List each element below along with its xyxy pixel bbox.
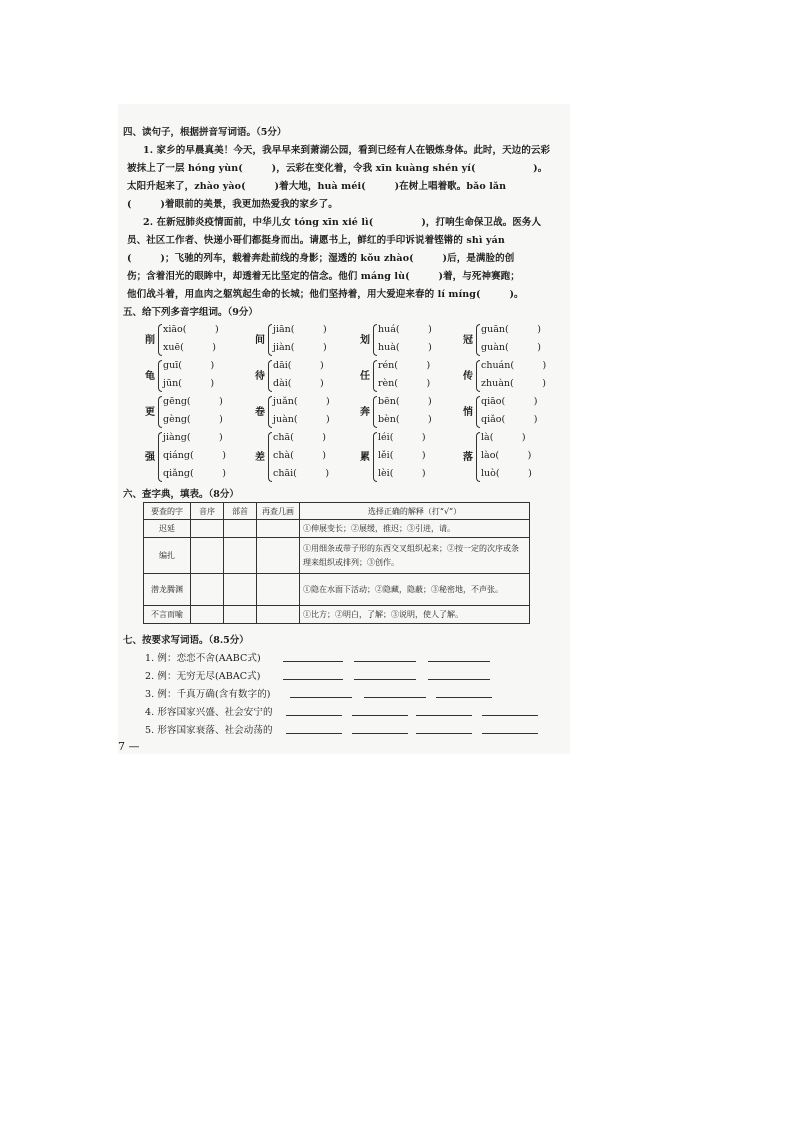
polyphonic-char: 龟 xyxy=(145,371,155,382)
polyphonic-char: 悄 xyxy=(463,407,473,418)
radical-cell[interactable] xyxy=(224,520,257,538)
polyphonic-char: 奔 xyxy=(360,407,370,418)
brace-mark xyxy=(158,360,162,392)
brace-mark xyxy=(373,432,377,482)
table-header-row xyxy=(144,503,530,520)
page-number: 7 — xyxy=(118,740,140,753)
reading-blank[interactable]: rén( ) xyxy=(378,360,431,371)
row-options: ①比方；②明白，了解；③说明，使人了解。 xyxy=(300,606,530,624)
s7-item-2: 2. 例：无穷无尽(ABAC式) xyxy=(145,671,261,682)
reading-blank[interactable]: là( ) xyxy=(481,432,526,443)
polyphonic-char: 传 xyxy=(463,371,473,382)
radical-cell[interactable] xyxy=(224,574,257,606)
answer-blank[interactable] xyxy=(416,715,472,716)
answer-blank[interactable] xyxy=(352,733,408,734)
table-row xyxy=(144,538,530,574)
answer-blank[interactable] xyxy=(482,715,538,716)
answer-blank[interactable] xyxy=(286,733,342,734)
s4-line-9: 他们战斗着，用血肉之躯筑起生命的长城；他们坚持着，用大爱迎来春的 lí míng( )。 xyxy=(127,289,524,300)
radical-cell[interactable] xyxy=(224,606,257,624)
section-4-title: 四、读句子，根据拼音写词语。（5分） xyxy=(123,127,287,138)
reading-blank[interactable]: luò( ) xyxy=(481,468,532,479)
polyphonic-char: 待 xyxy=(255,371,265,382)
reading-blank[interactable]: chuán( ) xyxy=(481,360,547,371)
reading-blank[interactable]: jiān( ) xyxy=(273,324,327,335)
brace-mark xyxy=(476,396,480,428)
reading-blank[interactable]: qiāo( ) xyxy=(481,396,538,407)
reading-blank[interactable]: guī( ) xyxy=(163,360,215,371)
header-explanation: 选择正确的解释（打“√”） xyxy=(300,503,530,520)
reading-blank[interactable]: lěi( ) xyxy=(378,450,426,461)
row-options: ①伸展变长；②展缓，推迟；③引进，请。 xyxy=(300,520,530,538)
polyphonic-char: 差 xyxy=(255,452,265,463)
header-order: 音序 xyxy=(191,503,224,520)
answer-blank[interactable] xyxy=(436,697,492,698)
s4-line-6: 员、社区工作者、快递小哥们都挺身而出。请愿书上，鲜红的手印诉说着铿锵的 shì yán xyxy=(127,235,505,246)
polyphonic-char: 强 xyxy=(145,452,155,463)
reading-blank[interactable]: juǎn( ) xyxy=(273,396,330,407)
answer-blank[interactable] xyxy=(283,661,343,662)
s7-item-1: 1. 例：恋恋不舍(AABC式) xyxy=(145,653,261,664)
s4-line-5: 2. 在新冠肺炎疫情面前，中华儿女 tóng xīn xié lì( )，打响生命保卫战。医务人 xyxy=(143,217,542,228)
reading-blank[interactable]: xuē( ) xyxy=(163,342,217,353)
reading-blank[interactable]: gèng( ) xyxy=(163,414,223,425)
order-cell[interactable] xyxy=(191,538,224,574)
reading-blank[interactable]: huà( ) xyxy=(378,342,432,353)
brace-mark xyxy=(373,324,377,356)
answer-blank[interactable] xyxy=(290,697,352,698)
section-6-title: 六、查字典，填表。（8分） xyxy=(123,489,239,500)
answer-blank[interactable] xyxy=(482,733,538,734)
reading-blank[interactable]: guān( ) xyxy=(481,324,541,335)
polyphonic-char: 任 xyxy=(360,371,370,382)
radical-cell[interactable] xyxy=(224,538,257,574)
reading-blank[interactable]: juàn( ) xyxy=(273,414,330,425)
header-word: 要查的字 xyxy=(144,503,191,520)
reading-blank[interactable]: jiàng( ) xyxy=(163,432,223,443)
brace-mark xyxy=(268,360,272,392)
answer-blank[interactable] xyxy=(283,679,343,680)
s7-item-4: 4. 形容国家兴盛、社会安宁的 xyxy=(145,707,273,718)
reading-blank[interactable]: lào( ) xyxy=(481,450,532,461)
reading-blank[interactable]: jiàn( ) xyxy=(273,342,327,353)
brace-mark xyxy=(476,324,480,356)
order-cell[interactable] xyxy=(191,606,224,624)
reading-blank[interactable]: chāi( ) xyxy=(273,468,330,479)
reading-blank[interactable]: bèn( ) xyxy=(378,414,432,425)
table-row xyxy=(144,574,530,606)
polyphonic-char: 卷 xyxy=(255,407,265,418)
reading-blank[interactable]: qiáng( ) xyxy=(163,450,226,461)
section-7-title: 七、按要求写词语。（8.5分） xyxy=(123,635,249,646)
reading-blank[interactable]: jūn( ) xyxy=(163,378,215,389)
table-row xyxy=(144,520,530,538)
reading-blank[interactable]: gēng( ) xyxy=(163,396,223,407)
answer-blank[interactable] xyxy=(286,715,342,716)
polyphonic-char: 冠 xyxy=(463,335,473,346)
reading-blank[interactable]: lèi( ) xyxy=(378,468,426,479)
answer-blank[interactable] xyxy=(354,661,416,662)
brace-mark xyxy=(268,396,272,428)
brace-mark xyxy=(476,432,480,482)
polyphonic-char: 落 xyxy=(463,452,473,463)
reading-blank[interactable]: zhuàn( ) xyxy=(481,378,546,389)
reading-blank[interactable]: chā( ) xyxy=(273,432,327,443)
s4-line-2: 被抹上了一层 hóng yùn( )，云彩在变化着，令我 xīn kuàng shén yí( )。 xyxy=(127,163,548,174)
reading-blank[interactable]: xiāo( ) xyxy=(163,324,219,335)
brace-mark xyxy=(268,432,272,482)
s4-line-8: 伤；含着泪光的眼眸中，却透着无比坚定的信念。他们 máng lù( )着，与死神赛跑； xyxy=(127,271,520,282)
polyphonic-char: 更 xyxy=(145,407,155,418)
reading-blank[interactable]: rèn( ) xyxy=(378,378,431,389)
answer-blank[interactable] xyxy=(364,697,426,698)
table-row xyxy=(144,606,530,624)
polyphonic-char: 划 xyxy=(360,335,370,346)
reading-blank[interactable]: dāi( ) xyxy=(273,360,324,371)
reading-blank[interactable]: dài( ) xyxy=(273,378,324,389)
reading-blank[interactable]: bēn( ) xyxy=(378,396,432,407)
s4-line-4: ( )着眼前的美景，我更加热爱我的家乡了。 xyxy=(127,199,338,210)
row-word: 不言而喻 xyxy=(144,606,191,624)
strokes-cell[interactable] xyxy=(257,574,300,606)
order-cell[interactable] xyxy=(191,574,224,606)
s7-item-5: 5. 形容国家衰落、社会动荡的 xyxy=(145,725,273,736)
row-word: 迟延 xyxy=(144,520,191,538)
reading-blank[interactable]: guàn( ) xyxy=(481,342,541,353)
reading-blank[interactable]: chà( ) xyxy=(273,450,327,461)
polyphonic-char: 间 xyxy=(255,335,265,346)
polyphonic-char: 削 xyxy=(145,335,155,346)
s4-line-1: 1. 家乡的早晨真美！今天，我早早来到萧湖公园，看到已经有人在锻炼身体。此时，天边的云彩 xyxy=(143,145,551,156)
polyphonic-char: 累 xyxy=(360,452,370,463)
s4-line-7: ( )；飞驰的列车，载着奔赴前线的身影；湿透的 kǒu zhào( )后，是满脸的创 xyxy=(127,253,515,264)
reading-blank[interactable]: léi( ) xyxy=(378,432,426,443)
s4-line-3: 太阳升起来了，zhào yào( )着大地，huà méi( )在树上唱着歌。bǎo lǎn xyxy=(127,181,507,192)
row-word: 潜龙腾渊 xyxy=(144,574,191,606)
brace-mark xyxy=(158,396,162,428)
row-options: ①用细条或带子形的东西交叉组织起来；②按一定的次序或条理来组织或排列；③创作。 xyxy=(300,538,530,574)
row-options: ①隐在水面下活动；②隐藏，隐蔽；③秘密地，不声张。 xyxy=(300,574,530,606)
header-strokes: 再查几画 xyxy=(257,503,300,520)
order-cell[interactable] xyxy=(191,520,224,538)
answer-blank[interactable] xyxy=(354,679,416,680)
answer-blank[interactable] xyxy=(428,679,490,680)
strokes-cell[interactable] xyxy=(257,606,300,624)
reading-blank[interactable]: qiǎng( ) xyxy=(163,468,226,479)
answer-blank[interactable] xyxy=(416,733,472,734)
brace-mark xyxy=(476,360,480,392)
brace-mark xyxy=(268,324,272,356)
brace-mark xyxy=(158,324,162,356)
section-5-title: 五、给下列多音字组词。（9分） xyxy=(123,307,258,318)
answer-blank[interactable] xyxy=(428,661,490,662)
dictionary-table xyxy=(143,502,530,624)
answer-blank[interactable] xyxy=(352,715,408,716)
strokes-cell[interactable] xyxy=(257,520,300,538)
brace-mark xyxy=(373,360,377,392)
brace-mark xyxy=(158,432,162,482)
strokes-cell[interactable] xyxy=(257,538,300,574)
row-word: 编扎 xyxy=(144,538,191,574)
s7-item-3: 3. 例：千真万确(含有数字的) xyxy=(145,689,271,700)
reading-blank[interactable]: huá( ) xyxy=(378,324,432,335)
reading-blank[interactable]: qiǎo( ) xyxy=(481,414,538,425)
brace-mark xyxy=(373,396,377,428)
header-radical: 部首 xyxy=(224,503,257,520)
